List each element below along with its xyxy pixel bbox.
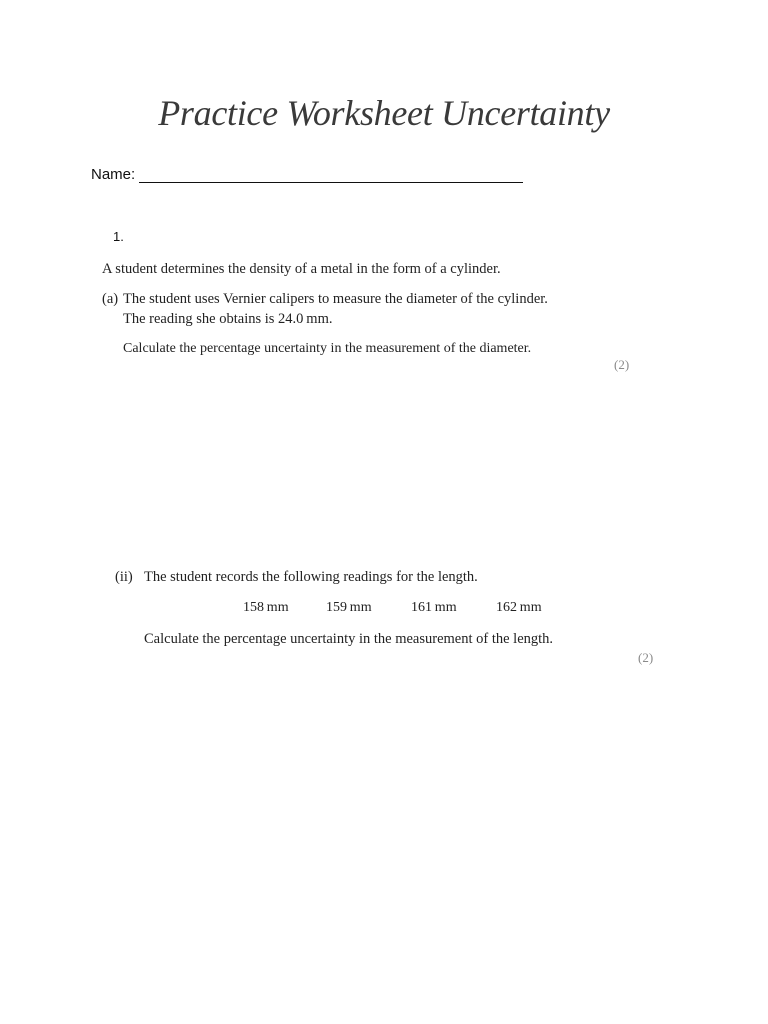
part-a-marks: (2) bbox=[614, 357, 630, 372]
part-ii-label: (ii) bbox=[115, 569, 133, 585]
name-row bbox=[91, 166, 523, 183]
name-blank-line[interactable] bbox=[139, 166, 523, 183]
part-a-text-line1: The student uses Vernier calipers to measure the diameter of the cylinder. bbox=[123, 291, 548, 307]
part-a-text-line2: The reading she obtains is 24.0 mm. bbox=[123, 311, 333, 327]
part-a-label: (a) bbox=[102, 291, 119, 307]
question-intro: A student determines the density of a metal in the form of a cylinder. bbox=[102, 261, 501, 277]
name-label: Name: bbox=[91, 166, 136, 183]
length-reading: 162 mm bbox=[496, 600, 542, 615]
length-reading: 158 mm bbox=[243, 600, 289, 615]
part-a-task: Calculate the percentage uncertainty in the measurement of the diameter. bbox=[123, 341, 532, 356]
page-title: Practice Worksheet Uncertainty bbox=[158, 93, 610, 133]
part-ii-task: Calculate the percentage uncertainty in the measurement of the length. bbox=[144, 631, 554, 647]
question-number: 1. bbox=[113, 229, 124, 244]
length-reading: 159 mm bbox=[326, 600, 372, 615]
part-ii-marks: (2) bbox=[638, 650, 654, 665]
length-reading: 161 mm bbox=[411, 600, 457, 615]
part-ii-text-line1: The student records the following readings for the length. bbox=[144, 569, 478, 585]
